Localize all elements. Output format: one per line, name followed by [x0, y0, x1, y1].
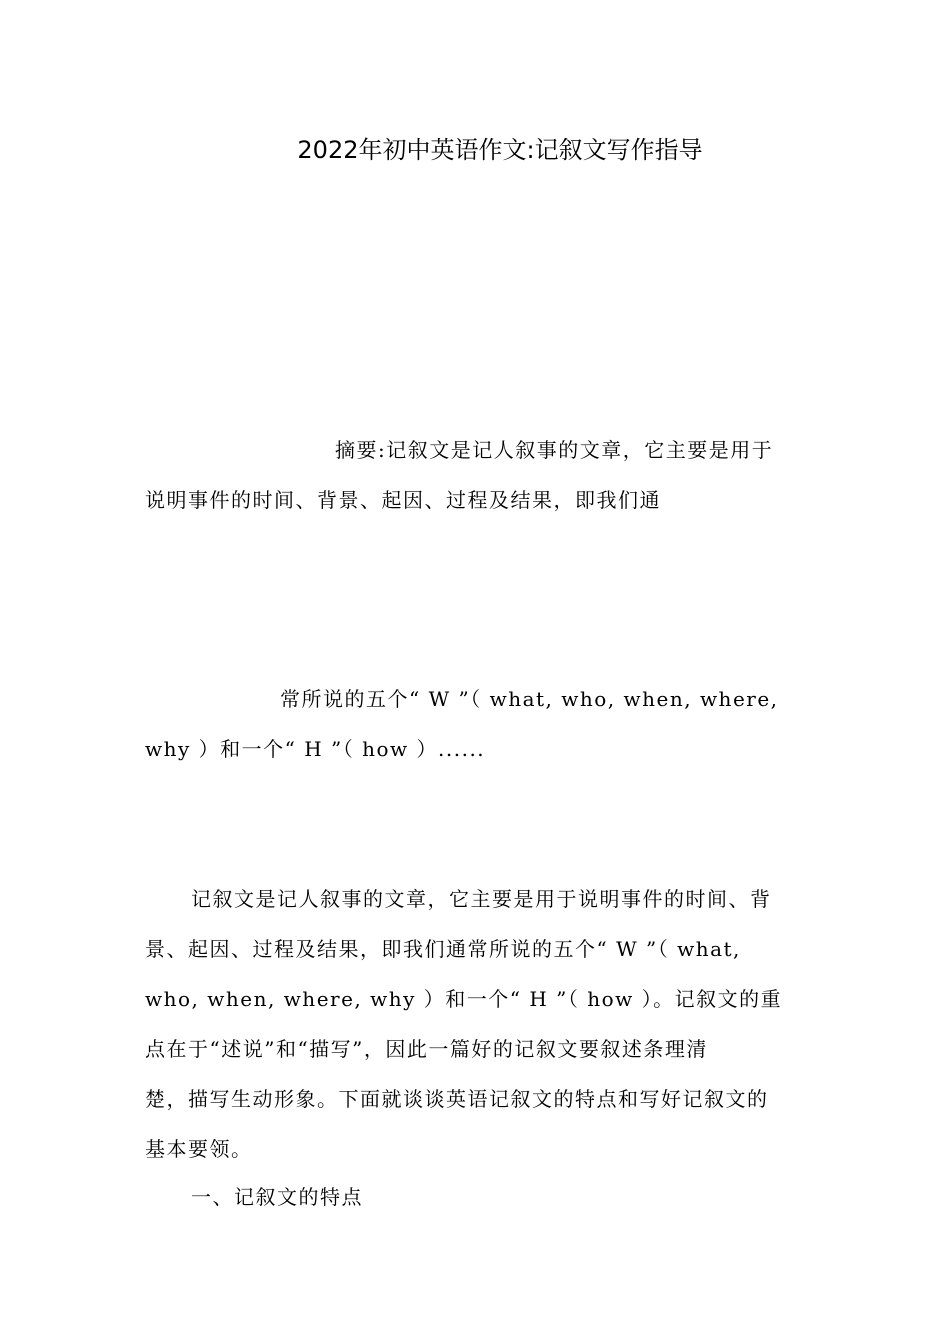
abstract-continuation-line-1: 常所说的五个“ W ”（ what, who, when, where,: [280, 687, 779, 711]
section-heading-block: [145, 1172, 807, 1222]
abstract-line-2: 说明事件的时间、背景、起因、过程及结果，即我们通: [145, 488, 661, 512]
paragraph-line-6: 基本要领。: [145, 1137, 253, 1161]
body-paragraph: [145, 874, 807, 1174]
paragraph-line-2: 景、起因、过程及结果，即我们通常所说的五个“ W ”（ what,: [145, 937, 741, 961]
abstract-block: [145, 425, 807, 525]
paragraph-line-5: 楚，描写生动形象。下面就谈谈英语记叙文的特点和写好记叙文的: [145, 1087, 769, 1111]
abstract-continuation-line-2: why ）和一个“ H ”（ how ）......: [145, 737, 486, 761]
abstract-line-1: 摘要:记叙文是记人叙事的文章，它主要是用于: [335, 438, 774, 462]
abstract-continuation-block: [145, 674, 807, 774]
paragraph-line-3: who, when, where, why ）和一个“ H ”（ how ）。记叙文的重: [145, 987, 783, 1011]
section-heading: 一、记叙文的特点: [191, 1185, 363, 1209]
paragraph-line-4: 点在于“述说”和“描写”，因此一篇好的记叙文要叙述条理清: [145, 1037, 708, 1061]
paragraph-line-1: 记叙文是记人叙事的文章，它主要是用于说明事件的时间、背: [191, 887, 772, 911]
document-title: 2022年初中英语作文:记叙文写作指导: [297, 136, 703, 164]
